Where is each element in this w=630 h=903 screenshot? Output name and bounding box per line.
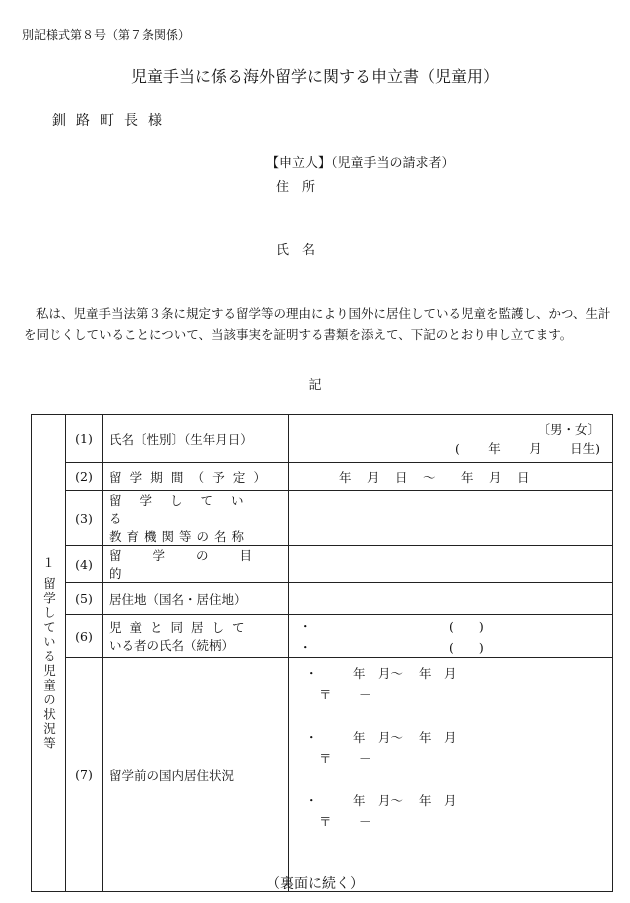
name-label: 氏名	[276, 243, 329, 258]
row2-label-char: 留	[109, 469, 122, 485]
row6-label-line2: いる者の氏名（続柄）	[109, 638, 235, 653]
postal-mark: 〒	[319, 686, 332, 702]
ki-heading: 記	[308, 378, 322, 393]
row3-label	[103, 491, 289, 546]
row6-label-line1: 児童と同居して	[109, 620, 253, 635]
from-date: 年 月～	[353, 792, 404, 808]
row6-value-cell[interactable]	[289, 615, 613, 658]
study-period-line	[295, 468, 606, 486]
row3-label-line2: 教育機関等の名称	[109, 529, 250, 544]
to-date: 年 月	[419, 729, 457, 745]
row2-label-char: ）	[253, 469, 266, 485]
period-month2: 月	[489, 469, 502, 485]
row6-number: (6)	[66, 615, 103, 658]
postal-dash: －	[359, 813, 372, 829]
row3-number: (3)	[66, 491, 103, 546]
form-number: 別記様式第８号（第７条関係）	[22, 28, 191, 42]
section-title: 留学している児童の状況等	[41, 576, 57, 751]
period-day: 日	[395, 469, 408, 485]
row2-label-char: 間	[170, 469, 184, 485]
period-month: 月	[367, 469, 380, 485]
birth-month-label: 月	[529, 440, 542, 456]
to-date: 年 月	[419, 792, 457, 808]
birth-year-label: 年	[488, 440, 501, 456]
bullet: ・	[299, 639, 312, 655]
row4-number: (4)	[66, 546, 103, 583]
bullet: ・	[305, 792, 318, 808]
continued-note: （裏面に続く）	[266, 876, 364, 892]
section-number: １	[42, 554, 55, 570]
row7-number: (7)	[66, 658, 103, 892]
row1-label: 氏名〔性別〕（生年月日）	[103, 415, 289, 463]
applicant-heading: 【申立人】（児童手当の請求者）	[266, 156, 455, 171]
row2-label-spread	[109, 468, 288, 486]
row1-value-cell[interactable]	[289, 415, 613, 463]
bullet: ・	[305, 729, 318, 745]
residence-entry-2	[305, 726, 457, 768]
from-date: 年 月～	[353, 729, 404, 745]
row1-number: (1)	[66, 415, 103, 463]
birth-date-line	[295, 439, 606, 458]
address-label: 住所	[276, 180, 329, 195]
period-year2: 年	[461, 469, 474, 485]
postal-mark: 〒	[319, 750, 332, 766]
row7-value-cell[interactable]	[289, 658, 613, 892]
addressee: 釧路町長様	[52, 113, 172, 129]
to-date: 年 月	[419, 665, 457, 681]
row2-label-char: 学	[129, 469, 143, 485]
bullet: ・	[305, 665, 318, 681]
postal-dash: －	[359, 750, 372, 766]
birth-day-label: 日生)	[570, 440, 600, 456]
section-cell	[32, 415, 66, 892]
row4-value-cell[interactable]	[289, 546, 613, 583]
row5-label: 居住地（国名・居住地）	[103, 583, 289, 615]
relation-paren: ( )	[449, 618, 484, 634]
residence-entry-1	[305, 662, 457, 704]
child-status-table	[31, 414, 613, 892]
row6-label	[103, 615, 289, 658]
postal-mark: 〒	[319, 813, 332, 829]
residence-entry-3	[305, 789, 457, 831]
row2-label-char: 定	[232, 469, 246, 485]
from-date: 年 月～	[353, 665, 404, 681]
row2-label-char: 期	[150, 469, 163, 485]
statement-text: 私は、児童手当法第３条に規定する留学等の理由により国外に居住している児童を監護し、かつ、生計を同じくしていることについて、当該事実を証明する書類を添えて、下記のとおり申し立てます。	[24, 306, 611, 342]
sex-choice: 〔男・女〕	[537, 421, 600, 437]
relation-paren: ( )	[449, 639, 484, 655]
birth-open-paren: (	[455, 440, 460, 456]
row2-label	[103, 463, 289, 491]
cohabitant-line-2	[295, 636, 606, 657]
period-day2: 日	[517, 469, 530, 485]
postal-dash: －	[359, 686, 372, 702]
row7-label: 留学前の国内居住状況	[103, 658, 289, 892]
row2-number: (2)	[66, 463, 103, 491]
row3-value-cell[interactable]	[289, 491, 613, 546]
row5-number: (5)	[66, 583, 103, 615]
row5-value-cell[interactable]	[289, 583, 613, 615]
bullet: ・	[299, 618, 312, 634]
period-tilde: ～	[423, 469, 436, 485]
period-year: 年	[339, 469, 352, 485]
row3-label-line1: 留学している	[109, 493, 262, 526]
document-title: 児童手当に係る海外留学に関する申立書（児童用）	[130, 67, 499, 86]
row2-label-char: 予	[212, 469, 225, 485]
cohabitant-line-1	[295, 615, 606, 636]
row2-value-cell[interactable]	[289, 463, 613, 491]
row2-label-char: （	[191, 469, 205, 485]
row4-label: 留学の目的	[103, 546, 289, 583]
